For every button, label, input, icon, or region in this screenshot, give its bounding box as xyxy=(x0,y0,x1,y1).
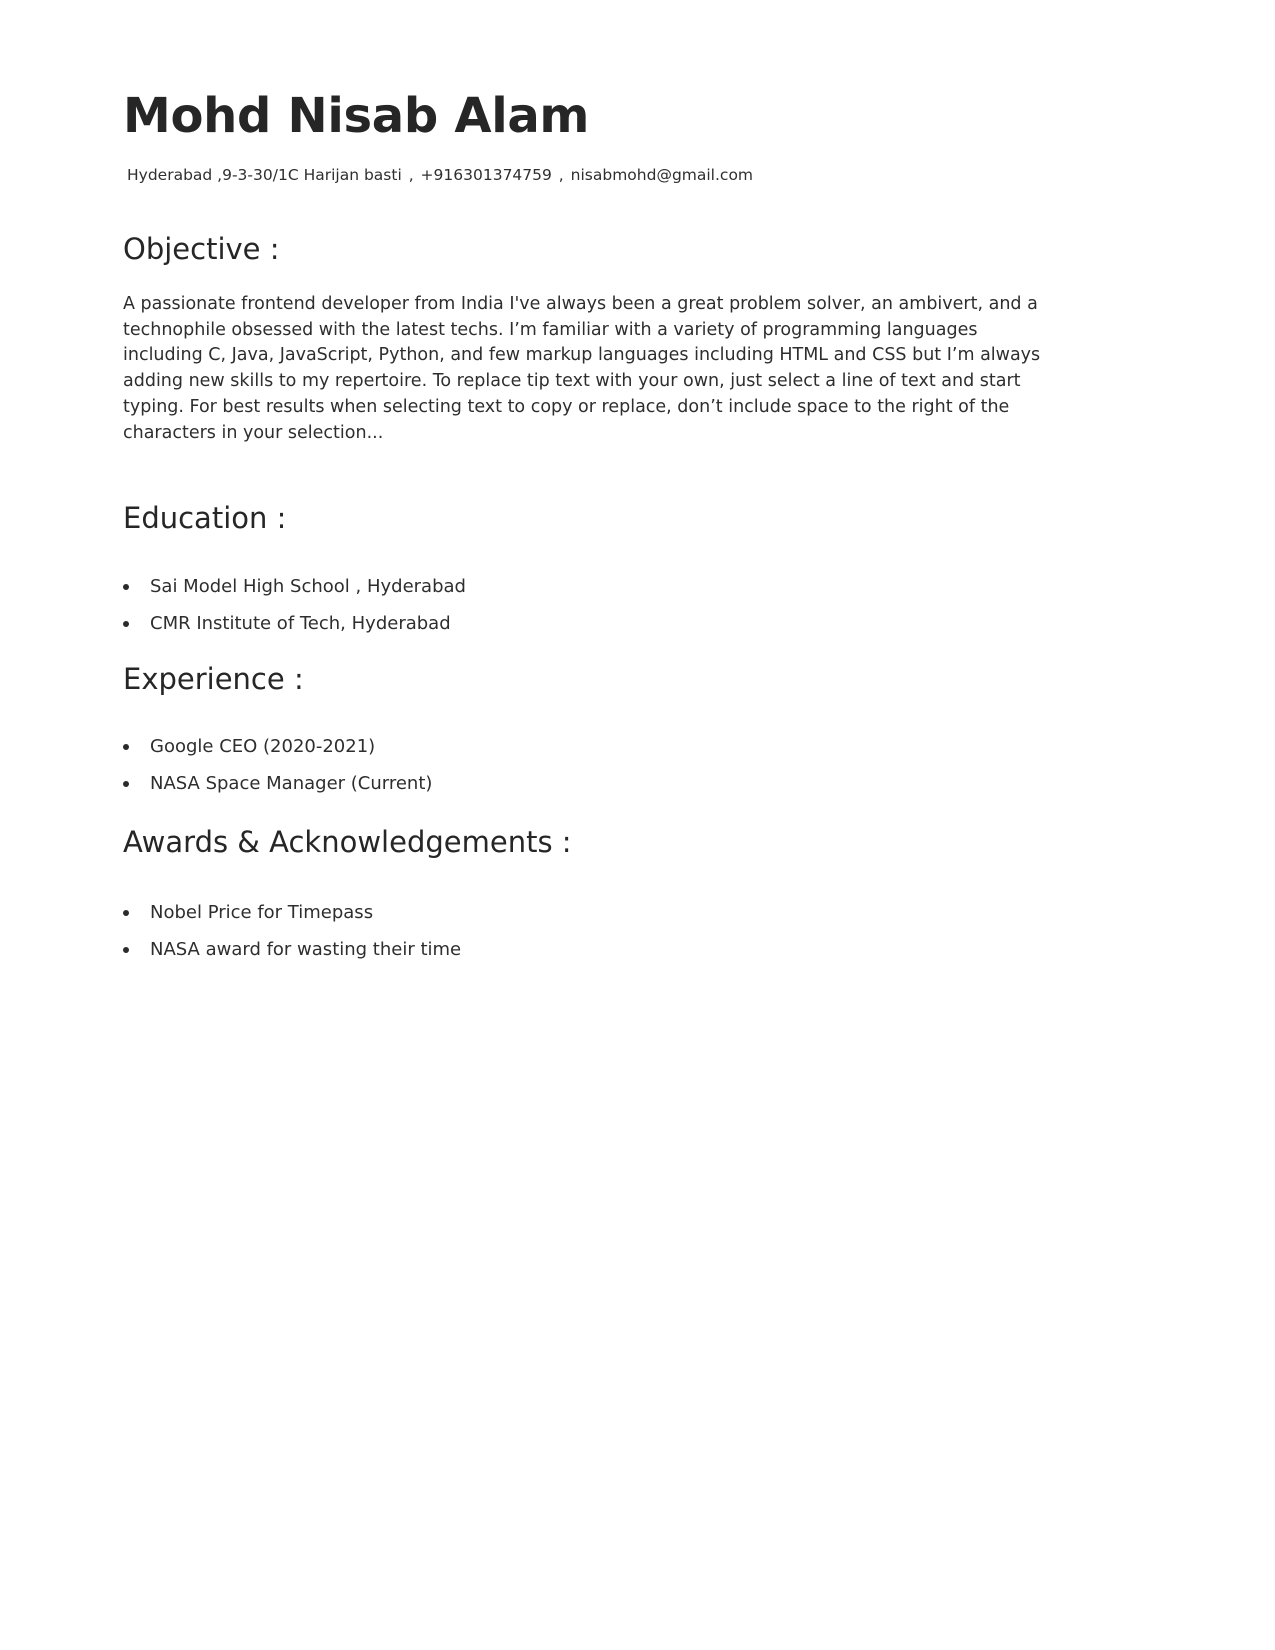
list-item xyxy=(123,613,466,650)
bullet-icon xyxy=(123,910,129,916)
education-list xyxy=(123,576,466,650)
list-item xyxy=(123,939,461,976)
objective-text: A passionate frontend developer from India I've always been a great problem solver, an ambivert, and a technophile obsessed with the latest techs. I’m familiar with a variety of programming languages including C, Java, JavaScript, Python, and few markup languages including HTML and CSS but I’m always adding new skills to my repertoire. To replace tip text with your own, just select a line of text and start typing. For best results when selecting text to copy or replace, don’t include space to the right of the characters in your selection... xyxy=(123,294,1041,443)
education-heading: Education : xyxy=(123,501,287,535)
bullet-icon xyxy=(123,621,129,627)
contact-address: Hyderabad ,9-3-30/1C Harijan basti xyxy=(127,166,402,184)
list-item xyxy=(123,902,461,939)
awards-item: NASA award for wasting their time xyxy=(150,939,462,960)
awards-heading: Awards & Acknowledgements : xyxy=(123,825,572,859)
bullet-icon xyxy=(123,744,129,750)
experience-list xyxy=(123,736,432,810)
list-item xyxy=(123,736,432,773)
awards-list xyxy=(123,902,461,976)
experience-item: Google CEO (2020-2021) xyxy=(150,736,376,757)
experience-item: NASA Space Manager (Current) xyxy=(150,773,433,794)
awards-item: Nobel Price for Timepass xyxy=(150,902,374,923)
objective-heading: Objective : xyxy=(123,232,280,266)
list-item xyxy=(123,773,432,810)
resume-name: Mohd Nisab Alam xyxy=(123,88,590,144)
bullet-icon xyxy=(123,781,129,787)
bullet-icon xyxy=(123,584,129,590)
experience-heading: Experience : xyxy=(123,662,304,696)
list-item xyxy=(123,576,466,613)
education-item: CMR Institute of Tech, Hyderabad xyxy=(150,613,451,634)
contact-phone: +916301374759 xyxy=(420,166,552,184)
contact-line: Hyderabad ,9-3-30/1C Harijan basti , +916301374759 , nisabmohd@gmail.com xyxy=(127,166,754,184)
education-item: Sai Model High School , Hyderabad xyxy=(150,576,466,597)
bullet-icon xyxy=(123,947,129,953)
contact-email: nisabmohd@gmail.com xyxy=(570,166,754,184)
